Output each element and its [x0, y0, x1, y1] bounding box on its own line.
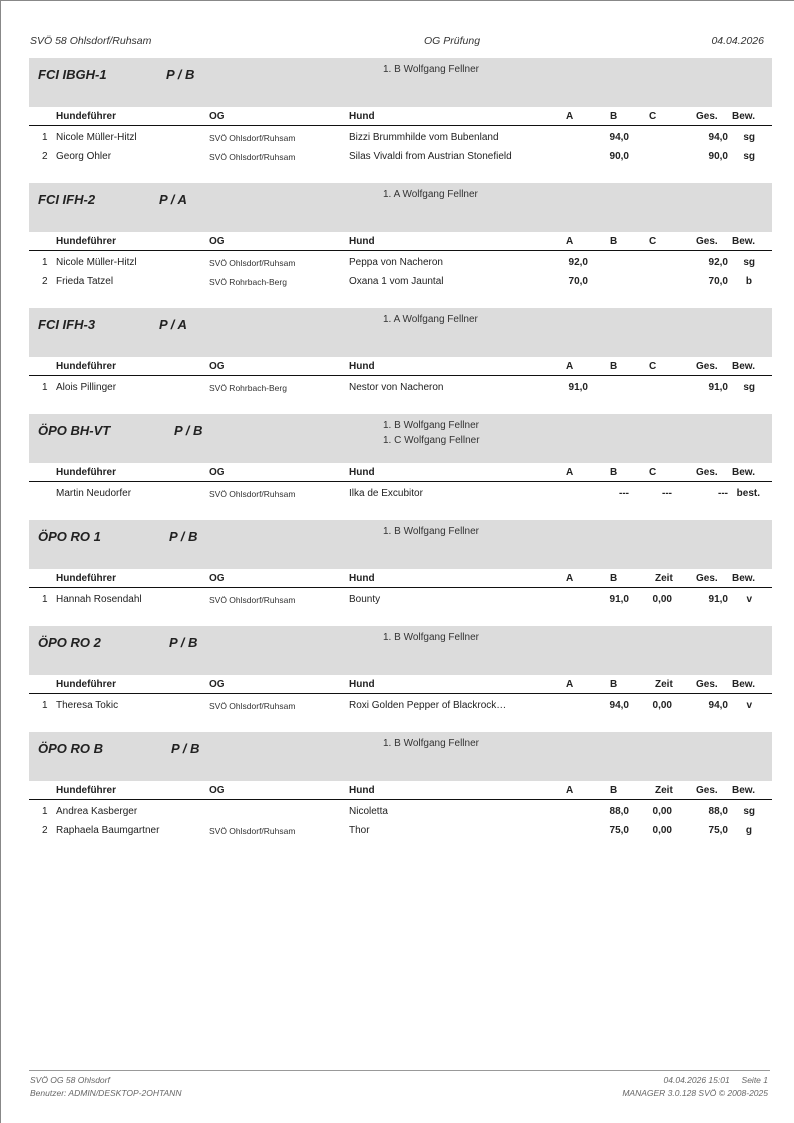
row-score-b: 94,0	[609, 700, 629, 711]
col-handler: Hundeführer	[56, 679, 116, 690]
row-number: 1	[42, 132, 48, 143]
col-b: B	[610, 111, 618, 122]
section-pb: P / B	[169, 529, 198, 544]
row-number: 2	[42, 825, 48, 836]
section-band	[29, 308, 772, 357]
row-total: 91,0	[708, 382, 728, 393]
col-total: Ges.	[696, 785, 718, 796]
table-row	[29, 377, 772, 396]
row-rating: g	[745, 825, 752, 836]
row-score-b: 90,0	[609, 151, 629, 162]
col-rating: Bew.	[732, 467, 755, 478]
table-row	[29, 801, 772, 820]
table-row	[29, 483, 772, 502]
judges-list	[383, 62, 479, 77]
row-rating: v	[746, 594, 752, 605]
column-header	[29, 569, 772, 588]
row-og: SVÖ Ohlsdorf/Ruhsam	[209, 489, 296, 499]
col-c: C	[649, 467, 657, 478]
judge-entry: 1. B Wolfgang Fellner	[383, 64, 479, 75]
section-band	[29, 626, 772, 675]
col-b: B	[610, 361, 618, 372]
col-og: OG	[209, 679, 225, 690]
table-row	[29, 695, 772, 714]
section-title: ÖPO RO B	[38, 741, 104, 756]
col-zeit: Zeit	[655, 573, 673, 584]
col-a: A	[566, 236, 574, 247]
col-zeit: Zeit	[655, 679, 673, 690]
row-score-a: 92,0	[568, 257, 588, 268]
row-dog: Nicoletta	[349, 806, 388, 817]
col-b: B	[610, 467, 618, 478]
col-b: B	[610, 236, 618, 247]
exam-section	[29, 520, 772, 608]
col-a: A	[566, 467, 574, 478]
row-og: SVÖ Ohlsdorf/Ruhsam	[209, 258, 296, 268]
row-rating: sg	[743, 257, 755, 268]
col-rating: Bew.	[732, 573, 755, 584]
row-og: SVÖ Ohlsdorf/Ruhsam	[209, 595, 296, 605]
judge-entry: 1. B Wolfgang Fellner	[383, 420, 479, 431]
row-total: 75,0	[708, 825, 728, 836]
row-total: 91,0	[708, 594, 728, 605]
col-handler: Hundeführer	[56, 361, 116, 372]
row-total: ---	[718, 488, 728, 499]
col-total: Ges.	[696, 573, 718, 584]
exam-section	[29, 308, 772, 396]
footer-version: MANAGER 3.0.128 SVÖ © 2008-2025	[622, 1088, 768, 1098]
row-zeit: 0,00	[652, 825, 672, 836]
table-row	[29, 820, 772, 839]
col-c: C	[649, 361, 657, 372]
row-zeit: 0,00	[652, 700, 672, 711]
row-score-a: 70,0	[568, 276, 588, 287]
col-og: OG	[209, 361, 225, 372]
row-dog: Silas Vivaldi from Austrian Stonefield	[349, 151, 512, 162]
section-band	[29, 183, 772, 232]
row-handler: Alois Pillinger	[56, 382, 117, 393]
row-og: SVÖ Ohlsdorf/Ruhsam	[209, 152, 296, 162]
row-dog: Ilka de Excubitor	[349, 488, 423, 499]
judges-list	[383, 736, 479, 751]
table-row	[29, 589, 772, 608]
table-row	[29, 271, 772, 290]
row-number: 1	[42, 594, 48, 605]
row-rating: b	[745, 276, 752, 287]
column-header	[29, 107, 772, 126]
row-handler: Nicole Müller-Hitzl	[56, 257, 137, 268]
col-og: OG	[209, 467, 225, 478]
col-c: C	[649, 111, 657, 122]
row-og: SVÖ Ohlsdorf/Ruhsam	[209, 133, 296, 143]
col-og: OG	[209, 236, 225, 247]
section-title: ÖPO BH-VT	[38, 423, 111, 438]
col-a: A	[566, 111, 574, 122]
judges-list	[383, 187, 478, 202]
section-pb: P / B	[169, 635, 198, 650]
row-dog: Bizzi Brummhilde vom Bubenland	[349, 132, 499, 143]
judge-entry: 1. A Wolfgang Fellner	[383, 189, 478, 200]
row-number: 1	[42, 700, 48, 711]
section-band	[29, 414, 772, 463]
row-og: SVÖ Rohrbach-Berg	[209, 383, 287, 393]
header-club: SVÖ 58 Ohlsdorf/Ruhsam	[30, 35, 152, 47]
col-handler: Hundeführer	[56, 785, 116, 796]
col-total: Ges.	[696, 361, 718, 372]
row-dog: Nestor von Nacheron	[349, 382, 444, 393]
col-dog: Hund	[349, 679, 375, 690]
section-pb: P / B	[166, 67, 195, 82]
column-header	[29, 781, 772, 800]
section-pb: P / A	[159, 317, 187, 332]
column-header	[29, 463, 772, 482]
col-og: OG	[209, 785, 225, 796]
col-c: C	[649, 236, 657, 247]
row-score-b: 75,0	[609, 825, 629, 836]
section-pb: P / A	[159, 192, 187, 207]
col-handler: Hundeführer	[56, 236, 116, 247]
section-band	[29, 520, 772, 569]
section-title: ÖPO RO 2	[38, 635, 101, 650]
row-dog: Thor	[349, 825, 370, 836]
judges-list	[383, 312, 478, 327]
row-score-b: ---	[619, 488, 629, 499]
row-score-b: 91,0	[609, 594, 629, 605]
row-total: 90,0	[708, 151, 728, 162]
footer-user: Benutzer: ADMIN/DESKTOP-2OHTANN	[30, 1088, 182, 1098]
row-rating: sg	[743, 132, 755, 143]
row-rating: sg	[743, 382, 755, 393]
row-handler: Martin Neudorfer	[56, 488, 132, 499]
exam-section	[29, 732, 772, 839]
col-dog: Hund	[349, 111, 375, 122]
col-og: OG	[209, 573, 225, 584]
row-handler: Nicole Müller-Hitzl	[56, 132, 137, 143]
judges-list	[383, 418, 480, 448]
row-dog: Roxi Golden Pepper of Blackrock…	[349, 700, 507, 711]
footer-timestamp-page	[664, 1075, 768, 1085]
col-rating: Bew.	[732, 361, 755, 372]
header-title: OG Prüfung	[424, 35, 481, 47]
row-handler: Andrea Kasberger	[56, 806, 138, 817]
footer-page: Seite 1	[741, 1075, 768, 1085]
row-zeit: 0,00	[652, 594, 672, 605]
judge-entry: 1. C Wolfgang Fellner	[383, 435, 480, 446]
col-handler: Hundeführer	[56, 111, 116, 122]
section-pb: P / B	[171, 741, 200, 756]
col-a: A	[566, 573, 574, 584]
col-total: Ges.	[696, 467, 718, 478]
column-header	[29, 357, 772, 376]
row-number: 1	[42, 257, 48, 268]
row-dog: Peppa von Nacheron	[349, 257, 443, 268]
col-total: Ges.	[696, 111, 718, 122]
row-total: 88,0	[708, 806, 728, 817]
row-rating: sg	[743, 151, 755, 162]
header-date: 04.04.2026	[711, 35, 764, 47]
col-rating: Bew.	[732, 111, 755, 122]
section-pb: P / B	[174, 423, 203, 438]
col-zeit: Zeit	[655, 785, 673, 796]
col-b: B	[610, 679, 618, 690]
section-title: FCI IBGH-1	[38, 67, 107, 82]
judge-entry: 1. B Wolfgang Fellner	[383, 632, 479, 643]
footer-timestamp: 04.04.2026 15:01	[663, 1075, 730, 1085]
col-handler: Hundeführer	[56, 573, 116, 584]
exam-section	[29, 626, 772, 714]
footer-divider	[29, 1070, 770, 1071]
section-title: ÖPO RO 1	[38, 529, 101, 544]
row-zeit: 0,00	[652, 806, 672, 817]
row-handler: Raphaela Baumgartner	[56, 825, 160, 836]
col-dog: Hund	[349, 361, 375, 372]
column-header	[29, 675, 772, 694]
row-dog: Oxana 1 vom Jauntal	[349, 276, 444, 287]
col-b: B	[610, 785, 618, 796]
exam-section	[29, 183, 772, 290]
table-row	[29, 146, 772, 165]
row-score-b: 94,0	[609, 132, 629, 143]
col-a: A	[566, 679, 574, 690]
col-total: Ges.	[696, 679, 718, 690]
row-number: 1	[42, 382, 48, 393]
col-handler: Hundeführer	[56, 467, 116, 478]
row-total: 94,0	[708, 700, 728, 711]
row-total: 94,0	[708, 132, 728, 143]
row-rating: sg	[743, 806, 755, 817]
col-og: OG	[209, 111, 225, 122]
section-title: FCI IFH-2	[38, 192, 96, 207]
row-dog: Bounty	[349, 594, 381, 605]
row-handler: Georg Ohler	[56, 151, 112, 162]
col-a: A	[566, 785, 574, 796]
page-border-top	[0, 0, 794, 1]
col-total: Ges.	[696, 236, 718, 247]
row-handler: Frieda Tatzel	[56, 276, 114, 287]
row-number: 2	[42, 276, 48, 287]
footer-org: SVÖ OG 58 Ohlsdorf	[30, 1075, 110, 1085]
row-og: SVÖ Ohlsdorf/Ruhsam	[209, 701, 296, 711]
col-dog: Hund	[349, 467, 375, 478]
row-handler: Hannah Rosendahl	[56, 594, 142, 605]
col-dog: Hund	[349, 236, 375, 247]
column-header	[29, 232, 772, 251]
row-rating: best.	[736, 488, 760, 499]
exam-section	[29, 414, 772, 502]
table-row	[29, 127, 772, 146]
judge-entry: 1. A Wolfgang Fellner	[383, 314, 478, 325]
col-rating: Bew.	[732, 679, 755, 690]
exam-section	[29, 58, 772, 165]
row-number: 1	[42, 806, 48, 817]
table-row	[29, 252, 772, 271]
row-og: SVÖ Rohrbach-Berg	[209, 277, 287, 287]
col-b: B	[610, 573, 618, 584]
row-score-b: 88,0	[609, 806, 629, 817]
judges-list	[383, 630, 479, 645]
judge-entry: 1. B Wolfgang Fellner	[383, 738, 479, 749]
section-title: FCI IFH-3	[38, 317, 96, 332]
row-total: 92,0	[708, 257, 728, 268]
section-band	[29, 732, 772, 781]
judges-list	[383, 524, 479, 539]
col-a: A	[566, 361, 574, 372]
row-score-a: 91,0	[568, 382, 588, 393]
judge-entry: 1. B Wolfgang Fellner	[383, 526, 479, 537]
row-handler: Theresa Tokic	[56, 700, 119, 711]
row-total: 70,0	[708, 276, 728, 287]
col-dog: Hund	[349, 785, 375, 796]
row-number: 2	[42, 151, 48, 162]
row-og: SVÖ Ohlsdorf/Ruhsam	[209, 826, 296, 836]
col-rating: Bew.	[732, 236, 755, 247]
page-border-left	[0, 0, 1, 1123]
col-rating: Bew.	[732, 785, 755, 796]
col-dog: Hund	[349, 573, 375, 584]
row-score-c: ---	[662, 488, 672, 499]
section-band	[29, 58, 772, 107]
row-rating: v	[746, 700, 752, 711]
